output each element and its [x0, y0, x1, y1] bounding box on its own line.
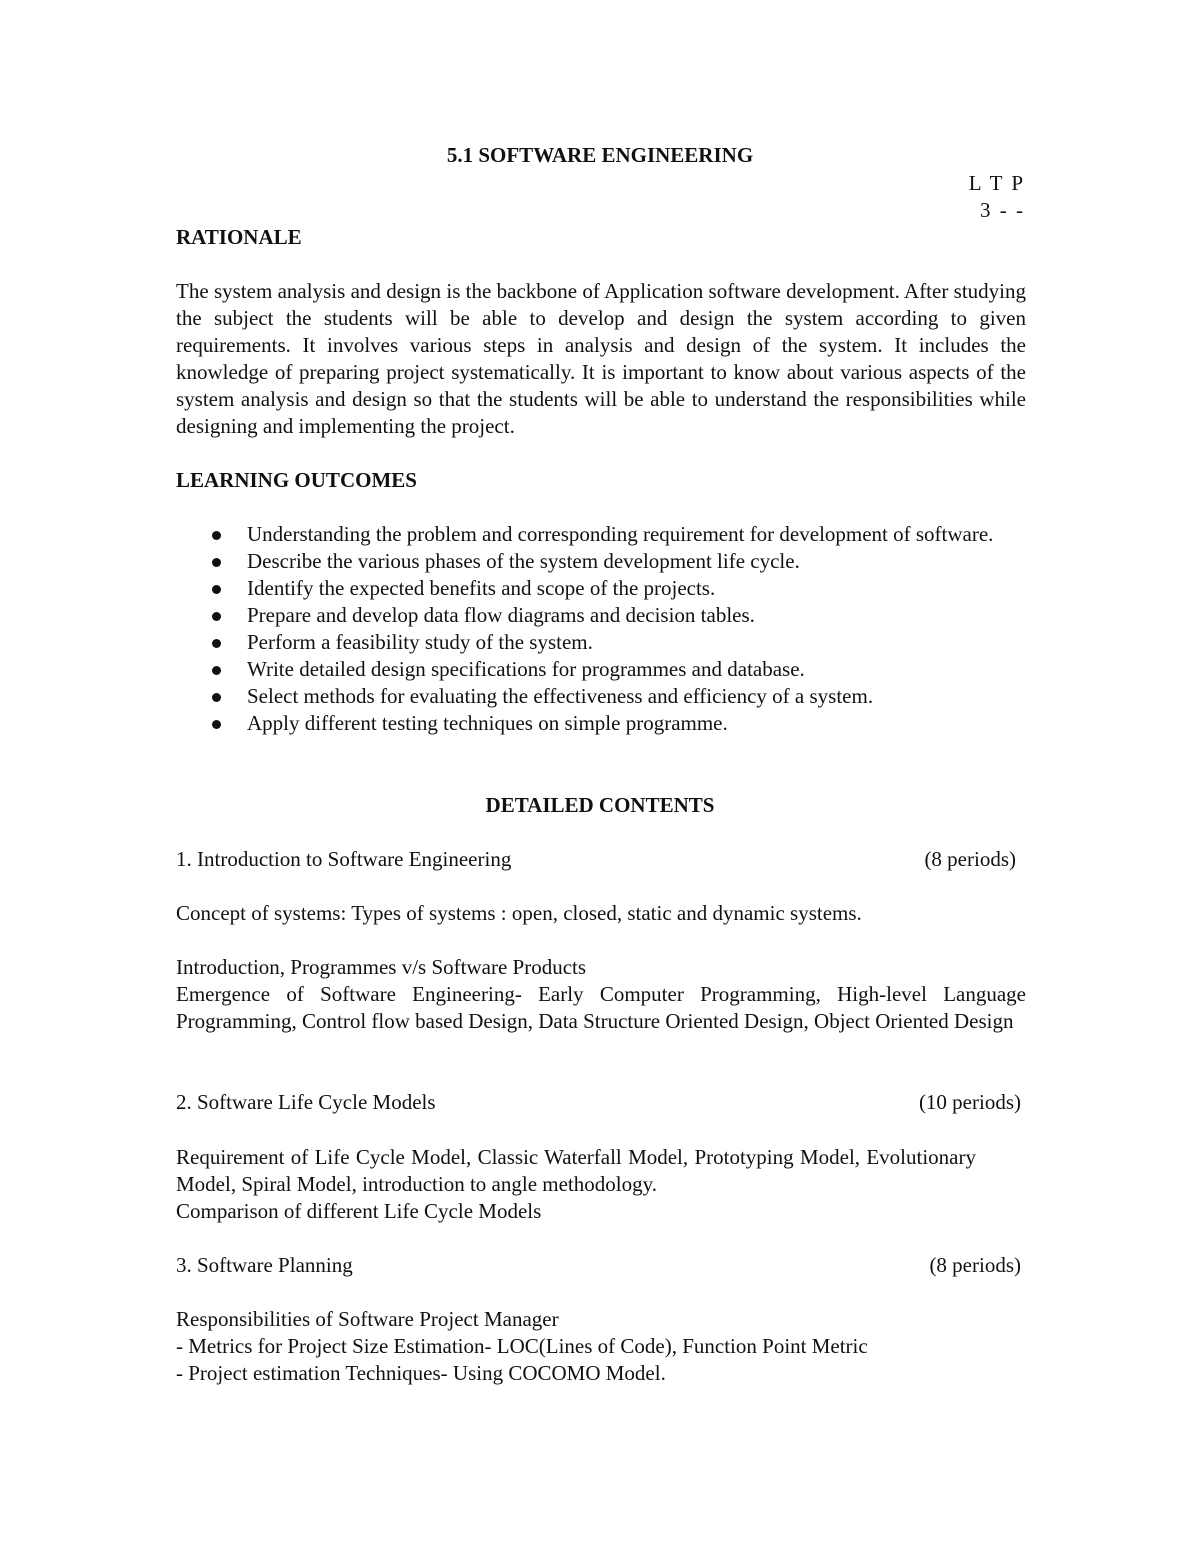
bullet-icon: [212, 585, 221, 594]
unit-1-header: [176, 846, 1026, 873]
unit-2-text: Comparison of different Life Cycle Models: [176, 1199, 542, 1223]
bullet-icon: [212, 612, 221, 621]
ltp-values: 3 - -: [980, 198, 1025, 222]
rationale-paragraph: The system analysis and design is the backbone of Application software development. After studying the subject the students will be able to develop and design the system according to given requirements. It involves various steps in analysis and design of the system. It includes the knowledge of preparing project systematically. It is important to know about various aspects of the system analysis and design so that the students will be able to understand the responsibilities while designing and implementing the project.: [176, 279, 1026, 438]
ltp-header: L T P: [968, 171, 1025, 195]
unit-3-text: - Metrics for Project Size Estimation- LOC(Lines of Code), Function Point Metric: [176, 1334, 868, 1358]
list-item: Perform a feasibility study of the system.: [176, 629, 1026, 656]
bullet-icon: [212, 666, 221, 675]
ltp-block: [969, 170, 1025, 224]
unit-2-text: Requirement of Life Cycle Model, Classic Waterfall Model, Prototyping Model, Evolutionary Model, Spiral Model, introduction to angle methodology.: [176, 1145, 976, 1196]
list-item: Apply different testing techniques on simple programme.: [176, 710, 1026, 737]
learning-outcomes-list: [176, 521, 1026, 737]
unit-title: 2. Software Life Cycle Models: [176, 1090, 436, 1114]
unit-1-text: Concept of systems: Types of systems : open, closed, static and dynamic systems.: [176, 901, 862, 925]
learning-outcomes-heading: LEARNING OUTCOMES: [176, 468, 417, 492]
list-item: Write detailed design specifications for programmes and database.: [176, 656, 1026, 683]
bullet-icon: [212, 639, 221, 648]
list-item: Describe the various phases of the system development life cycle.: [176, 548, 1026, 575]
unit-title: 3. Software Planning: [176, 1253, 353, 1277]
unit-3-header: [176, 1252, 1026, 1279]
unit-3-text: Responsibilities of Software Project Manager: [176, 1307, 559, 1331]
page-title: 5.1 SOFTWARE ENGINEERING: [446, 143, 754, 167]
bullet-icon: [212, 558, 221, 567]
list-item: Understanding the problem and corresponding requirement for development of software.: [176, 521, 1026, 548]
detailed-contents-heading: DETAILED CONTENTS: [485, 793, 715, 817]
unit-1-text: Emergence of Software Engineering- Early Computer Programming, High-level Language Programming, Control flow based Design, Data Structure Oriented Design, Object Oriented Design: [176, 982, 1026, 1033]
list-item: Identify the expected benefits and scope of the projects.: [176, 575, 1026, 602]
bullet-icon: [212, 720, 221, 729]
unit-2-header: [176, 1089, 1026, 1116]
bullet-icon: [212, 531, 221, 540]
bullet-icon: [212, 693, 221, 702]
unit-3-text: - Project estimation Techniques- Using COCOMO Model.: [176, 1361, 666, 1385]
unit-1-text: Introduction, Programmes v/s Software Products: [176, 955, 587, 979]
rationale-heading: RATIONALE: [176, 225, 302, 249]
unit-periods: (10 periods): [918, 1090, 1021, 1114]
list-item: Select methods for evaluating the effectiveness and efficiency of a system.: [176, 683, 1026, 710]
unit-periods: (8 periods): [924, 847, 1016, 871]
unit-periods: (8 periods): [929, 1253, 1021, 1277]
unit-title: 1. Introduction to Software Engineering: [176, 847, 512, 871]
list-item: Prepare and develop data flow diagrams and decision tables.: [176, 602, 1026, 629]
